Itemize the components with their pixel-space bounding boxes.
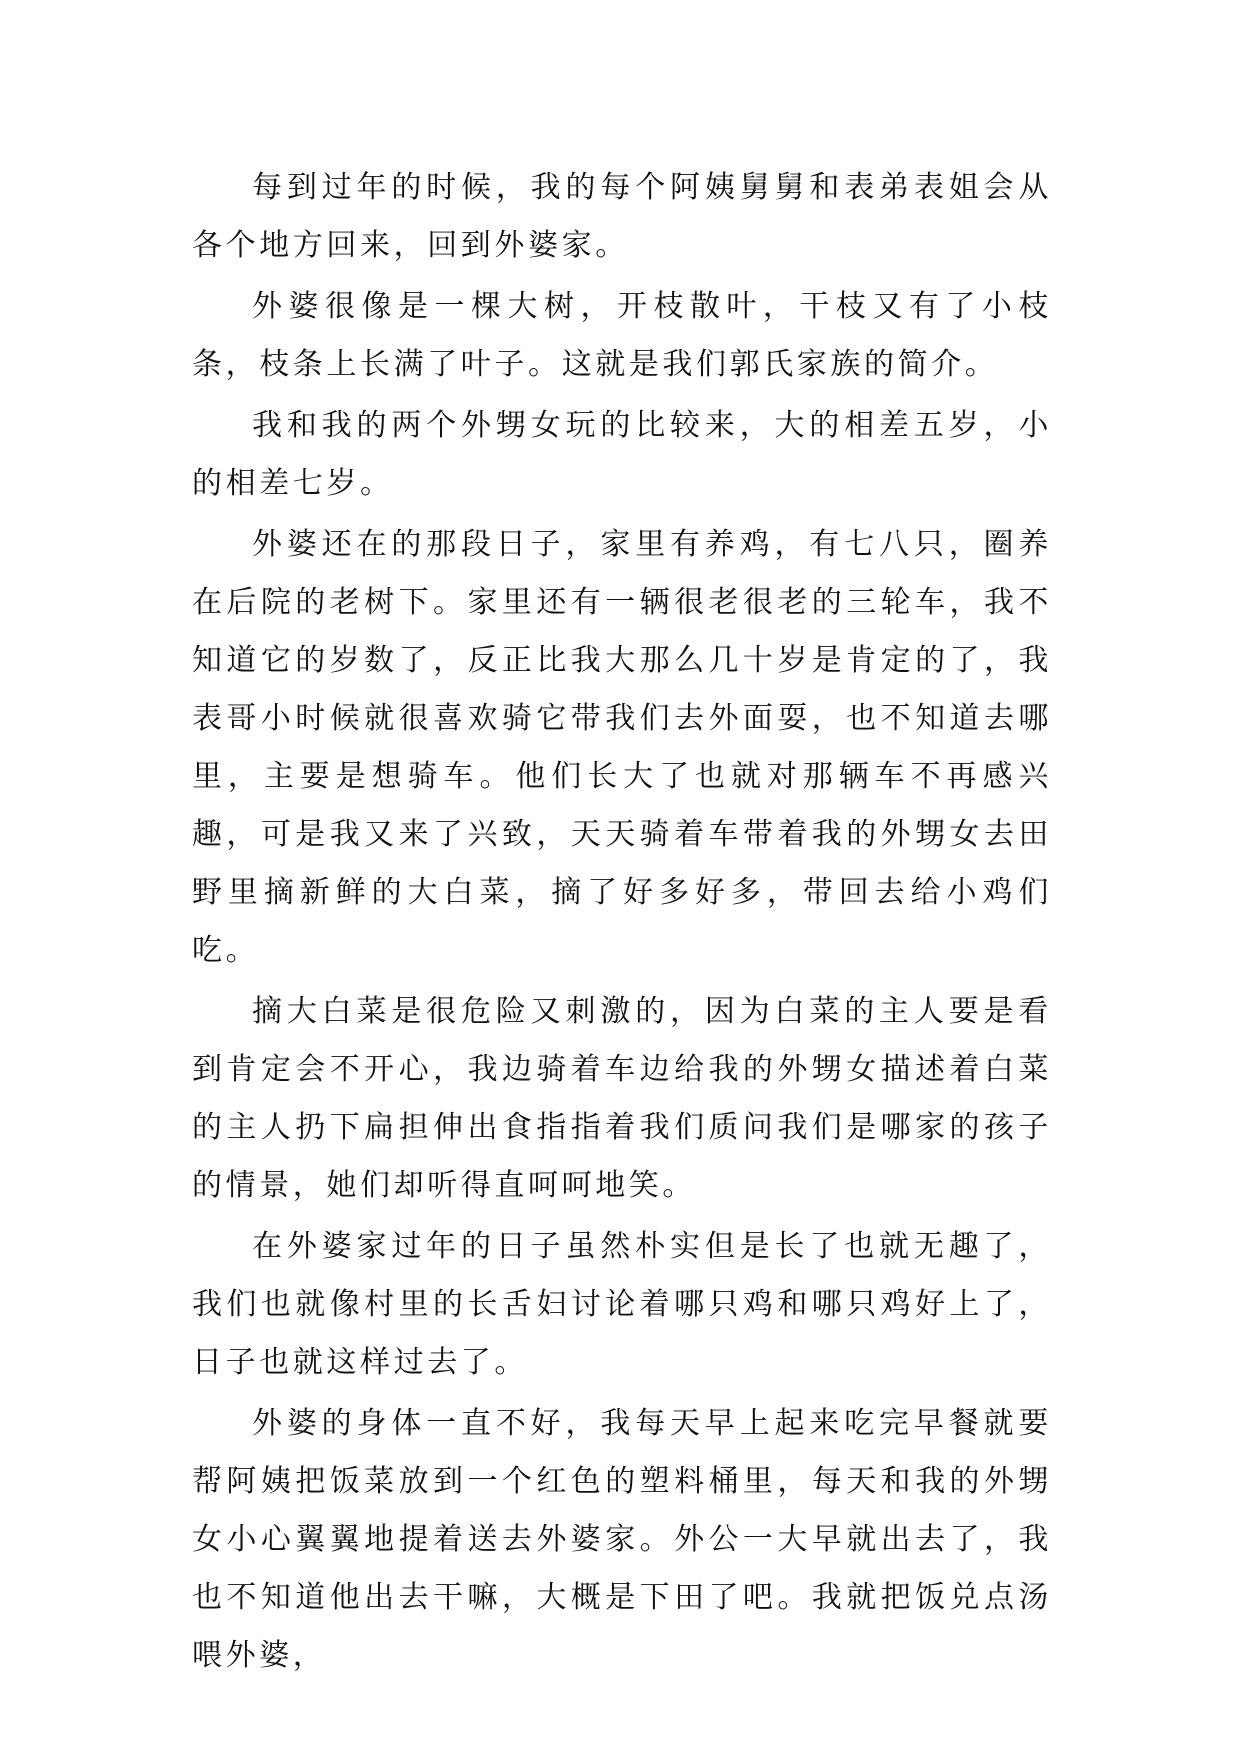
paragraph-1: 每到过年的时候，我的每个阿姨舅舅和表弟表姐会从各个地方回来，回到外婆家。 <box>192 170 1052 263</box>
paragraph-6: 在外婆家过年的日子虽然朴实但是长了也就无趣了，我们也就像村里的长舌妇讨论着哪只鸡和哪只鸡好上了，日子也就这样过去了。 <box>192 1229 1052 1380</box>
paragraph-7: 外婆的身体一直不好，我每天早上起来吃完早餐就要帮阿姨把饭菜放到一个红色的塑料桶里，每天和我的外甥女小心翼翼地提着送去外婆家。外公一大早就出去了，我也不知道他出去干嘛，大概是下田了吧。我就把饭兑点汤喂外婆， <box>192 1406 1052 1673</box>
paragraph-4: 外婆还在的那段日子，家里有养鸡，有七八只，圈养在后院的老树下。家里还有一辆很老很老的三轮车，我不知道它的岁数了，反正比我大那么几十岁是肯定的了，我表哥小时候就很喜欢骑它带我们去外面耍，也不知道去哪里，主要是想骑车。他们长大了也就对那辆车不再感兴趣，可是我又来了兴致，天天骑着车带着我的外甥女去田野里摘新鲜的大白菜，摘了好多好多，带回去给小鸡们吃。 <box>192 527 1052 968</box>
paragraph-5: 摘大白菜是很危险又刺激的，因为白菜的主人要是看到肯定会不开心，我边骑着车边给我的外甥女描述着白菜的主人扔下扁担伸出食指指着我们质问我们是哪家的孩子的情景，她们却听得直呵呵地笑。 <box>192 994 1052 1203</box>
paragraph-3: 我和我的两个外甥女玩的比较来，大的相差五岁，小的相差七岁。 <box>192 408 1052 501</box>
document-body <box>192 159 1052 1688</box>
paragraph-2: 外婆很像是一棵大树，开枝散叶，干枝又有了小枝条，枝条上长满了叶子。这就是我们郭氏家族的简介。 <box>192 289 1052 382</box>
